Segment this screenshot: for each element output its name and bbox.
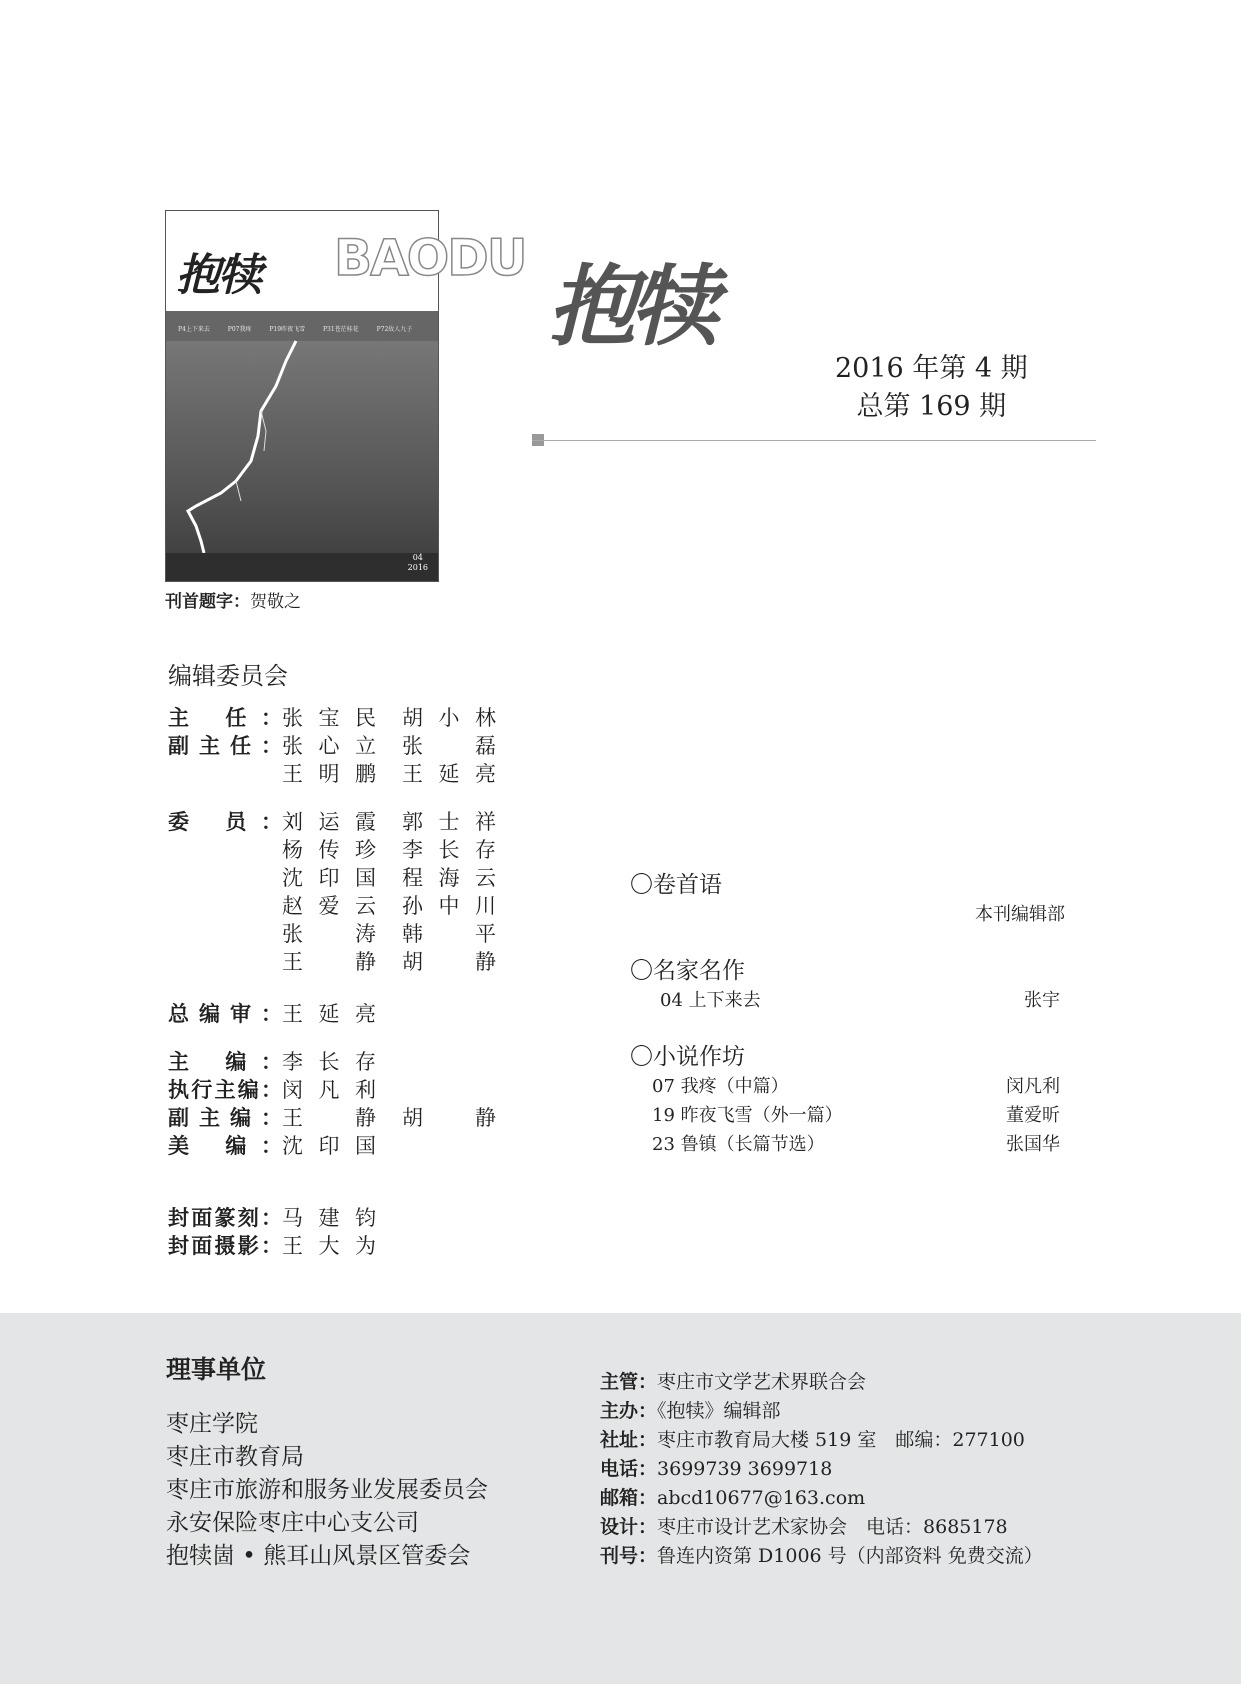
cover-caption-label: 刊首题字：: [165, 592, 250, 612]
board-row: [168, 918, 498, 948]
publication-info-row: [600, 1454, 832, 1481]
cover-lightning-photo: [166, 341, 438, 581]
toc-entry-author: 张宇: [1024, 990, 1060, 1011]
board-row: [168, 806, 498, 836]
lightning-bolt-icon: [166, 341, 438, 581]
cover-band-item: P4上下来去: [178, 326, 210, 333]
cover-band-item: P07我疼: [227, 326, 252, 333]
board-member-name: 王 静: [282, 950, 376, 974]
council-member: 枣庄学院: [166, 1411, 258, 1437]
board-row: [168, 862, 498, 892]
total-issue-line: 总第 169 期: [856, 391, 1007, 422]
info-value: 《抱犊》编辑部: [657, 1400, 781, 1422]
board-role-label: 副主编：: [168, 1106, 282, 1130]
board-role-label: 主 编：: [168, 1050, 282, 1074]
info-value: 枣庄市教育局大楼 519 室 邮编：277100: [657, 1429, 1025, 1451]
info-key: 电话：: [600, 1458, 658, 1480]
board-member-name: 杨传珍: [282, 838, 376, 862]
board-member-name: 郭士祥: [402, 810, 496, 834]
board-row: [168, 1102, 498, 1132]
board-row: [168, 1046, 378, 1076]
toc-section-title: 〇卷首语: [630, 872, 722, 898]
cover-thumbnail: [165, 210, 526, 582]
masthead-logo: 抱犊: [548, 254, 713, 358]
info-value: abcd10677@163.com: [657, 1487, 866, 1509]
toc-section-title: 〇名家名作: [630, 958, 745, 984]
board-row: [168, 946, 498, 976]
cover-issue: 04: [412, 553, 423, 562]
board-member-name: 赵爱云: [282, 894, 376, 918]
board-role-label: 封面摄影：: [168, 1234, 282, 1258]
board-role-label: 副主任：: [168, 734, 282, 758]
publication-info-row: [600, 1541, 1043, 1568]
info-key: 刊号：: [600, 1545, 658, 1567]
cover-baodu-wordmark: BAODU: [334, 229, 526, 287]
board-member-name: 张 磊: [402, 734, 496, 758]
board-member-name: 李长存: [282, 1050, 376, 1074]
publication-info-row: [600, 1367, 866, 1394]
toc-entry-title: 19 昨夜飞雪（外一篇）: [652, 1105, 843, 1126]
board-member-name: 韩 平: [402, 922, 496, 946]
info-value: 枣庄市设计艺术家协会 电话：8685178: [657, 1516, 1008, 1538]
board-row: [168, 834, 498, 864]
board-member-name: 张宝民: [282, 706, 376, 730]
board-role-label: 总编审：: [168, 1002, 282, 1026]
board-member-name: 王明鹏: [282, 762, 376, 786]
issue-line: 2016 年第 4 期: [835, 353, 1028, 384]
toc-entry-author: 本刊编辑部: [975, 904, 1065, 925]
publication-info-row: [600, 1425, 1025, 1452]
masthead-rule: [532, 440, 1096, 441]
board-row: [168, 998, 378, 1028]
cover-band-item: P19昨夜飞雪: [269, 326, 306, 333]
info-key: 主办：: [600, 1400, 658, 1422]
info-value: 3699739 3699718: [657, 1458, 833, 1480]
board-member-name: 闵凡利: [282, 1078, 376, 1102]
board-member-name: 李长存: [402, 838, 496, 862]
board-member-name: 马建钧: [282, 1206, 376, 1230]
board-role-label: 主 任：: [168, 706, 282, 730]
board-member-name: 王延亮: [402, 762, 496, 786]
info-value: 鲁连内资第 D1006 号（内部资料 免费交流）: [657, 1545, 1043, 1567]
board-member-name: 刘运霞: [282, 810, 376, 834]
toc-section-title: 〇小说作坊: [630, 1044, 745, 1070]
board-member-name: 孙中川: [402, 894, 496, 918]
board-member-name: 沈印国: [282, 1134, 376, 1158]
toc-entry-title: 07 我疼（中篇）: [652, 1076, 789, 1097]
cover-caption-name: 贺敬之: [250, 592, 301, 612]
council-member: 枣庄市教育局: [166, 1444, 304, 1470]
board-role-label: 委 员：: [168, 810, 282, 834]
cover-year: 2016: [407, 563, 428, 572]
board-member-name: 沈印国: [282, 866, 376, 890]
board-member-name: 张 涛: [282, 922, 376, 946]
board-row: [168, 890, 498, 920]
toc-entry-author: 董爱昕: [1006, 1105, 1060, 1126]
cover-caption: [165, 587, 301, 612]
board-member-name: 王 静: [282, 1106, 376, 1130]
toc-entry-author: 张国华: [1006, 1134, 1060, 1155]
toc-entry-title: 04 上下来去: [660, 990, 761, 1011]
board-member-name: 胡小林: [402, 706, 496, 730]
publication-info-row: [600, 1512, 1008, 1539]
council-member: 枣庄市旅游和服务业发展委员会: [166, 1477, 488, 1503]
board-member-name: 张心立: [282, 734, 376, 758]
board-member-name: 胡 静: [402, 950, 496, 974]
info-key: 主管：: [600, 1371, 658, 1393]
cover-issue-number: [408, 553, 428, 573]
board-row: [168, 1074, 378, 1104]
cover-contents-band: [166, 311, 438, 341]
toc-entry-author: 闵凡利: [1006, 1076, 1060, 1097]
board-role-label: 美 编：: [168, 1134, 282, 1158]
board-row: [168, 1230, 378, 1260]
toc-entry-title: 23 鲁镇（长篇节选）: [652, 1134, 825, 1155]
cover-band-item: P31苍茫桂花: [323, 326, 359, 333]
info-key: 社址：: [600, 1429, 658, 1451]
board-member-name: 王延亮: [282, 1002, 376, 1026]
board-role-label: 封面篆刻：: [168, 1206, 282, 1230]
publication-info-row: [600, 1396, 781, 1423]
board-member-name: 王大为: [282, 1234, 376, 1258]
council-heading: 理事单位: [166, 1355, 267, 1384]
board-row: [168, 1202, 378, 1232]
board-row: [168, 702, 498, 732]
board-heading: 编辑委员会: [168, 662, 288, 690]
info-value: 枣庄市文学艺术界联合会: [657, 1371, 867, 1393]
cover-logo: 抱犊: [176, 250, 260, 301]
cover-band-item: P72故人九子: [376, 326, 413, 333]
board-role-label: 执行主编：: [168, 1078, 282, 1102]
board-member-name: 程海云: [402, 866, 496, 890]
info-key: 设计：: [600, 1516, 658, 1538]
info-key: 邮箱：: [600, 1487, 658, 1509]
board-row: [168, 1130, 378, 1160]
board-member-name: 胡 静: [402, 1106, 496, 1130]
council-member: 永安保险枣庄中心支公司: [166, 1510, 419, 1536]
board-row: [168, 758, 498, 788]
publication-info-row: [600, 1483, 865, 1510]
board-row: [168, 730, 498, 760]
council-member: 抱犊崮 • 熊耳山风景区管委会: [166, 1543, 471, 1569]
masthead-issue: [835, 350, 1028, 426]
